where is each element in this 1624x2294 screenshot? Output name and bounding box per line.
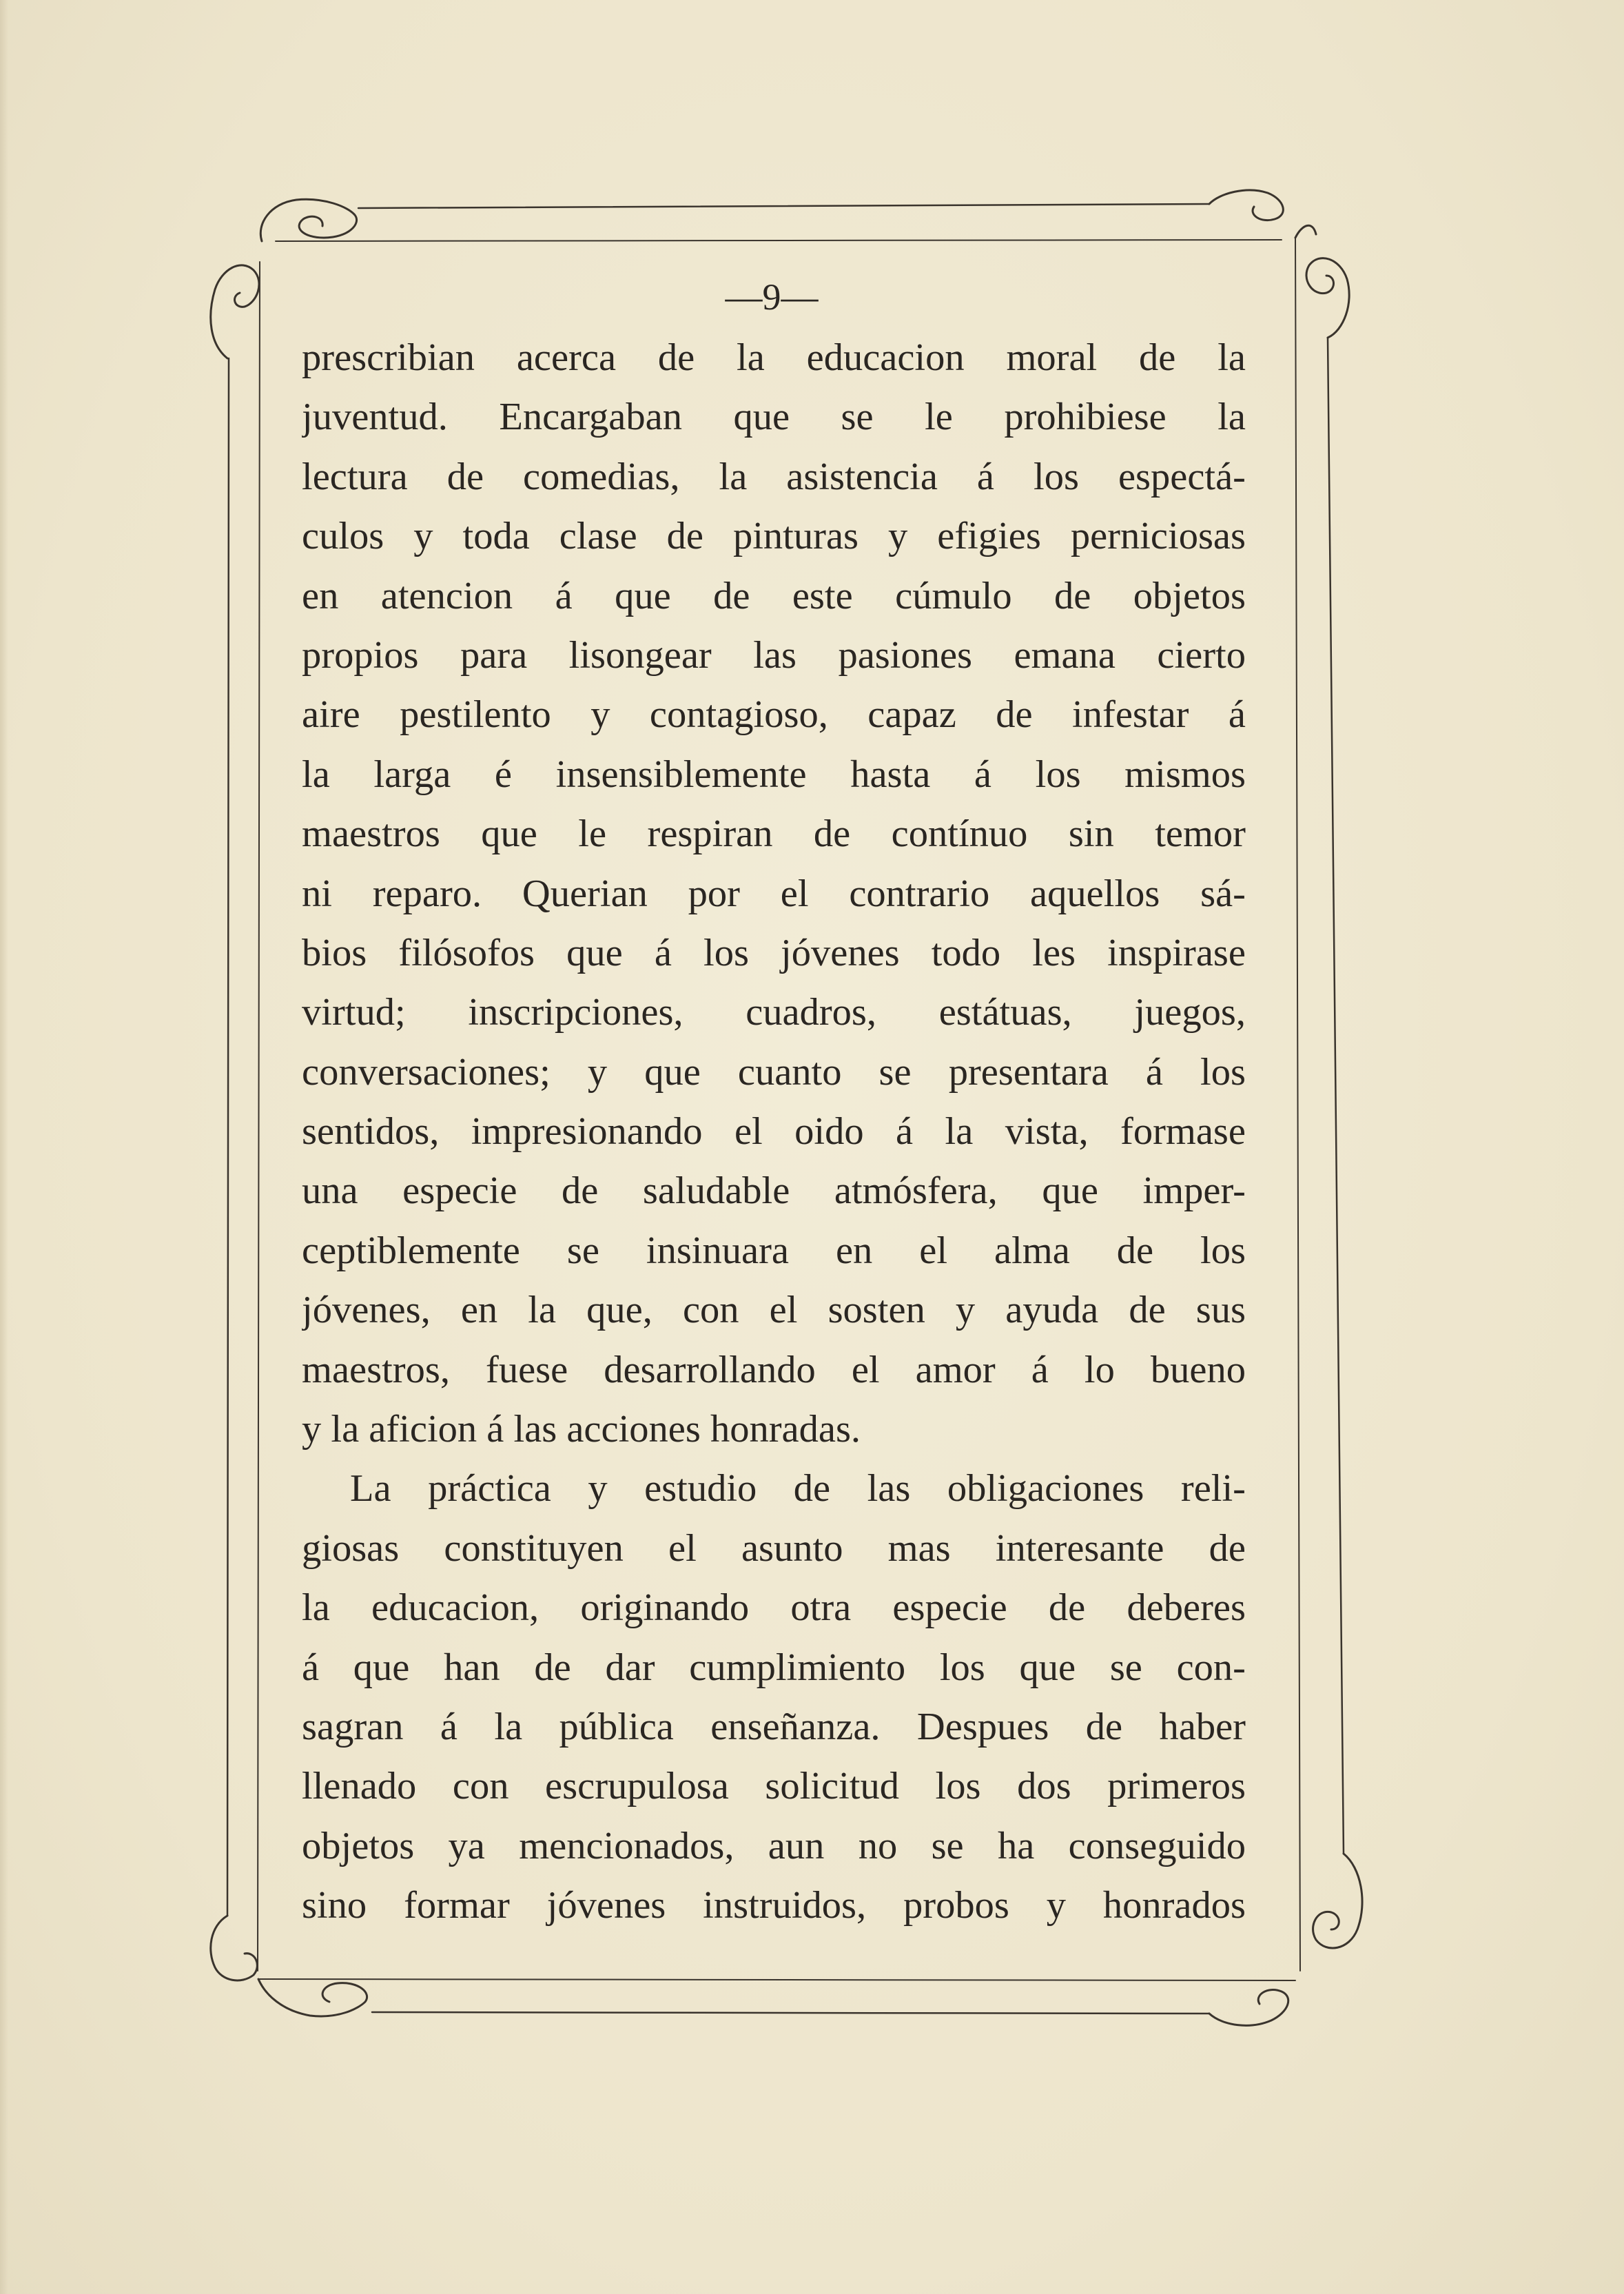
text-line: la larga é insensiblemente hasta á los mismos (302, 752, 1246, 796)
text-line: sagran á la pública enseñanza. Despues de haber (302, 1705, 1246, 1748)
top-right-flourish (1209, 190, 1349, 338)
text-line: á que han de dar cumplimiento los que se con- (302, 1646, 1246, 1689)
body-text (302, 328, 1246, 1936)
text-line: sino formar jóvenes instruidos, probos y honrados (302, 1884, 1246, 1927)
text-line: jóvenes, en la que, con el sosten y ayuda de sus (302, 1289, 1246, 1332)
text-line: una especie de saludable atmósfera, que imper- (302, 1169, 1246, 1213)
text-line: virtud; inscripciones, cuadros, estátuas, juegos, (302, 991, 1246, 1034)
text-line: prescribian acerca de la educacion moral de la (302, 336, 1246, 379)
text-line: giosas constituyen el asunto mas interesante de (302, 1526, 1246, 1570)
paragraph-start-line: La práctica y estudio de las obligaciones reli- (350, 1467, 1246, 1510)
text-line: sentidos, impresionando el oido á la vista, formase (302, 1110, 1246, 1154)
text-line: juventud. Encargaban que se le prohibiese la (302, 396, 1246, 439)
text-line: maestros que le respiran de contínuo sin temor (302, 812, 1246, 856)
paragraph-end-line: y la aficion á las acciones honradas. (302, 1408, 861, 1451)
text-line: aire pestilento y contagioso, capaz de infestar á (302, 693, 1246, 737)
bottom-rule-outer (372, 2012, 1209, 2014)
text-line: objetos ya mencionados, aun no se ha conseguido (302, 1824, 1246, 1867)
left-rule-outer (227, 358, 229, 1916)
right-rule-outer (1328, 338, 1344, 1854)
text-line: ni reparo. Querian por el contrario aquellos sá- (302, 872, 1246, 915)
bottom-rule-inner (258, 1979, 1295, 1980)
top-rule-outer (358, 204, 1209, 208)
left-rule-inner (258, 262, 260, 1971)
text-line: ceptiblemente se insinuara en el alma de los (302, 1229, 1246, 1272)
text-line: bios filósofos que á los jóvenes todo les inspirase (302, 931, 1246, 974)
text-line: maestros, fuese desarrollando el amor á lo bueno (302, 1348, 1246, 1391)
text-line: en atencion á que de este cúmulo de objetos (302, 574, 1246, 617)
text-line: culos y toda clase de pinturas y efigies perniciosas (302, 515, 1246, 558)
text-line: la educacion, originando otra especie de deberes (302, 1586, 1246, 1630)
text-line: llenado con escrupulosa solicitud los dos primeros (302, 1765, 1246, 1808)
right-rule-inner (1295, 238, 1300, 1971)
top-rule-inner (276, 240, 1282, 241)
page-number: —9— (725, 276, 819, 318)
text-line: propios para lisongear las pasiones emana cierto (302, 633, 1246, 677)
text-line: lectura de comedias, la asistencia á los espectá- (302, 455, 1246, 498)
text-line: conversaciones; y que cuanto se presentara á los (302, 1050, 1246, 1094)
